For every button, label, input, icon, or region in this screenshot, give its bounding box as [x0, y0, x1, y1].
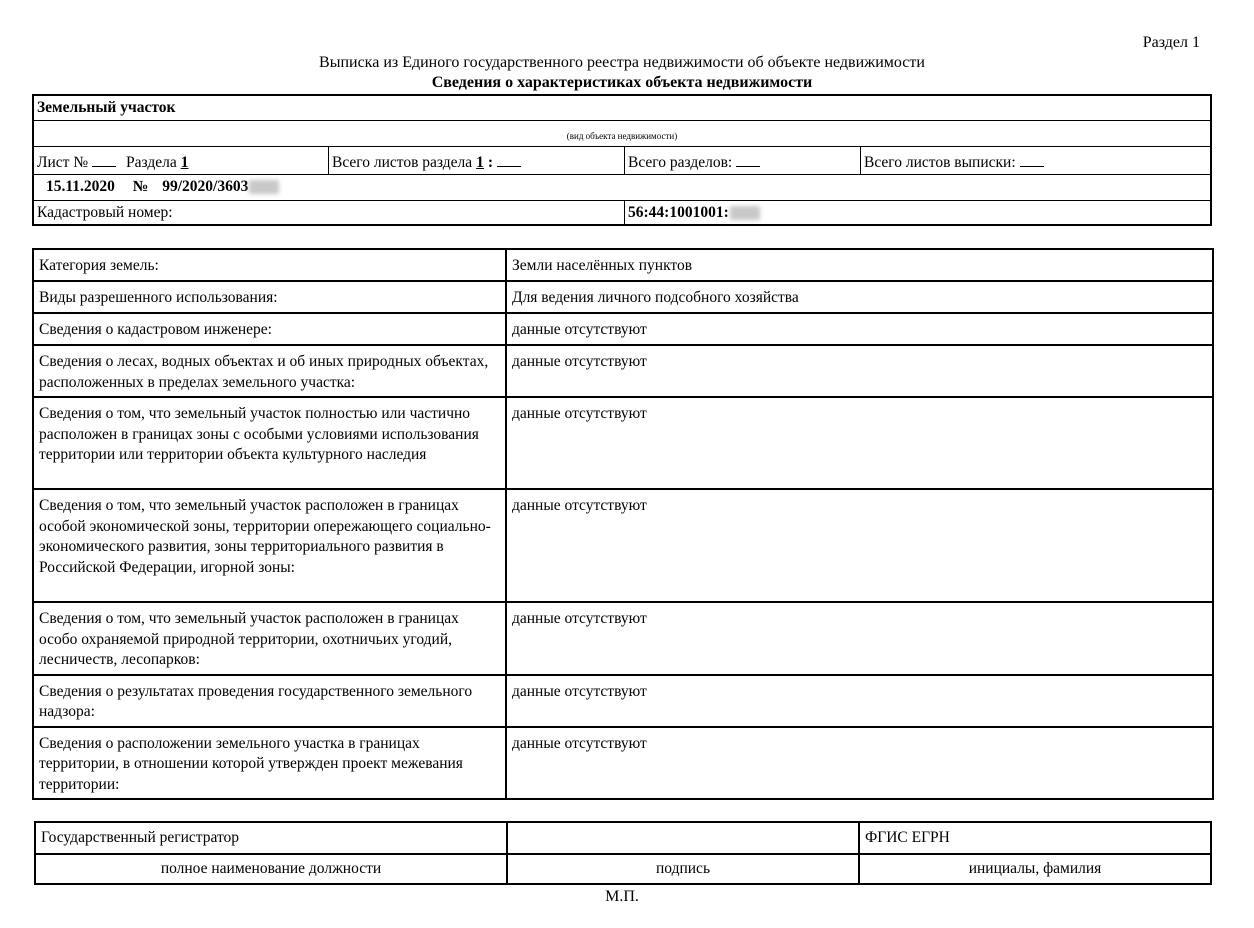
row-label: Сведения о том, что земельный участок расположен в границах особой экономической зоны, территории опережающего социально-экономического развития, зоны территориального развития в Российской Федерации, игорной зоны: [33, 489, 506, 602]
signature-table [34, 821, 1212, 885]
registrar-signature [507, 822, 859, 854]
row-label: Сведения о расположении земельного участка в границах территории, в отношении которой утвержден проект межевания территории: [33, 727, 506, 800]
row-value: данные отсутствуют [506, 313, 1213, 345]
object-type-caption: (вид объекта недвижимости) [566, 131, 678, 141]
date-number [46, 178, 279, 196]
table-row [33, 397, 1213, 489]
signature-row [35, 822, 1211, 854]
number-sign: № [132, 178, 149, 195]
redacted-block [249, 180, 279, 194]
section-label: Раздела [126, 154, 177, 171]
row-label: Сведения о лесах, водных объектах и об иных природных объектах, расположенных в пределах земельного участка: [33, 345, 506, 397]
row-value: Для ведения личного подсобного хозяйства [506, 281, 1213, 313]
section-value: 1 [180, 154, 189, 171]
cadastral-value: 56:44:1001001: [628, 204, 729, 221]
row-value: данные отсутствуют [506, 602, 1213, 675]
row-label: Виды разрешенного использования: [33, 281, 506, 313]
table-row [33, 675, 1213, 727]
extract-date: 15.11.2020 [46, 178, 115, 195]
section-number: Раздел 1 [1142, 34, 1200, 51]
total-extract-sheets-label: Всего листов выписки: [864, 154, 1016, 171]
row-label: Сведения о том, что земельный участок расположен в границах особо охраняемой природной территории, охотничьих угодий, лесничеств, лесопарков: [33, 602, 506, 675]
document-subtitle: Сведения о характеристиках объекта недвижимости [431, 74, 813, 91]
total-sections [628, 152, 760, 172]
row-value: данные отсутствуют [506, 489, 1213, 602]
total-sheets: Всего листов раздела 1 : [332, 152, 521, 172]
stamp-place: М.П. [605, 888, 639, 905]
total-sheets-label: Всего листов раздела [332, 154, 473, 171]
total-sections-label: Всего разделов: [628, 154, 733, 171]
table-row [33, 313, 1213, 345]
row-value: Земли населённых пунктов [506, 249, 1213, 281]
characteristics-table [32, 248, 1214, 800]
name-caption: инициалы, фамилия [859, 854, 1211, 884]
redacted-block [730, 206, 760, 220]
row-value: данные отсутствуют [506, 397, 1213, 489]
cadastral-label: Кадастровый номер: [37, 204, 173, 221]
row-label: Категория земель: [33, 249, 506, 281]
row-label: Сведения о результатах проведения государственного земельного надзора: [33, 675, 506, 727]
extract-number: 99/2020/3603 [162, 178, 249, 195]
document-title: Выписка из Единого государственного реестра недвижимости об объекте недвижимости [319, 54, 925, 71]
table-row [33, 345, 1213, 397]
signature-caption-row [35, 854, 1211, 884]
signature-caption: подпись [507, 854, 859, 884]
cadastral-number [628, 204, 760, 222]
registrar-name: ФГИС ЕГРН [859, 822, 1211, 854]
total-sheets-value: 1 [476, 154, 484, 171]
row-value: данные отсутствуют [506, 345, 1213, 397]
total-extract-sheets [864, 152, 1044, 172]
sheet-no-label: Лист № [37, 154, 89, 171]
row-label: Сведения о кадастровом инженере: [33, 313, 506, 345]
table-row [33, 489, 1213, 602]
row-label: Сведения о том, что земельный участок полностью или частично расположен в границах зоны с особыми условиями использования территории или территории объекта культурного наследия [33, 397, 506, 489]
object-header-box [32, 94, 1212, 226]
row-value: данные отсутствуют [506, 675, 1213, 727]
row-value: данные отсутствуют [506, 727, 1213, 800]
table-row [33, 281, 1213, 313]
table-row [33, 249, 1213, 281]
table-row [33, 602, 1213, 675]
registrar-position: Государственный регистратор [35, 822, 507, 854]
object-type: Земельный участок [37, 99, 176, 116]
position-caption: полное наименование должности [35, 854, 507, 884]
table-row [33, 727, 1213, 800]
sheet-info [37, 152, 192, 172]
